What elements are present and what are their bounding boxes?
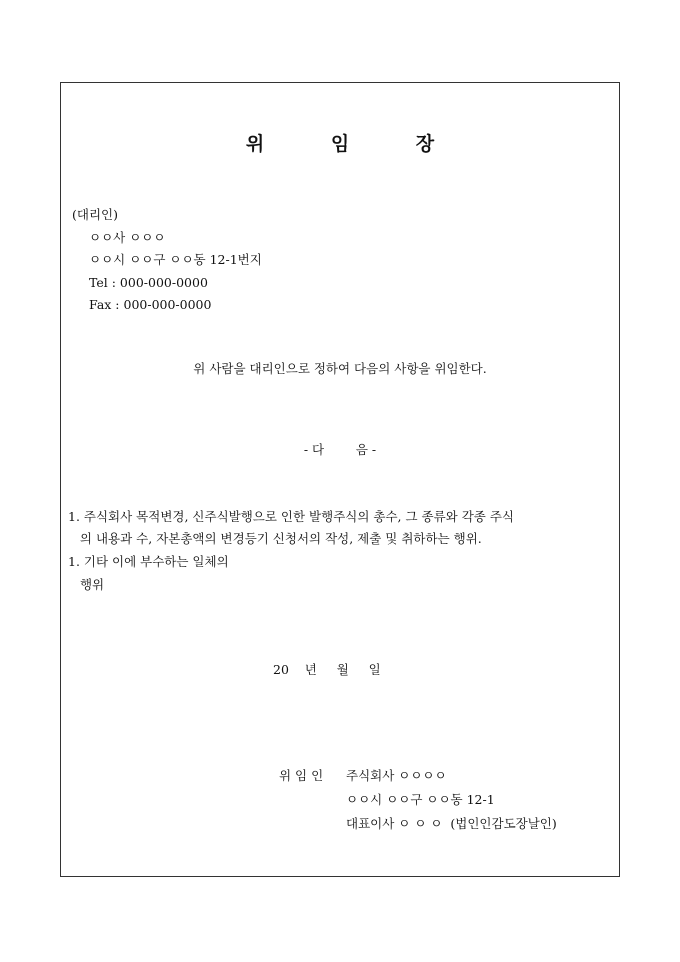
delegator-representative: 대표이사 ㅇ ㅇ ㅇ (법인인감도장날인) xyxy=(346,816,557,831)
agent-address: ㅇㅇ시 ㅇㅇ구 ㅇㅇ동 12-1번지 xyxy=(89,252,262,267)
document-border xyxy=(60,82,620,877)
delegator-label: 위 임 인 xyxy=(279,768,324,783)
agent-fax: Fax : 000-000-0000 xyxy=(89,297,212,312)
agent-tel: Tel : 000-000-0000 xyxy=(89,275,208,290)
agent-label: (대리인) xyxy=(72,207,118,222)
date-line: 20 년 월 일 xyxy=(273,662,381,677)
section-heading: - 다 음 - xyxy=(303,442,377,457)
agent-name: ㅇㅇ사 ㅇㅇㅇ xyxy=(89,230,166,245)
item-line-2: 의 내용과 수, 자본총액의 변경등기 신청서의 작성, 제출 및 취하하는 행위. xyxy=(68,531,482,546)
item-line-1: 1. 주식회사 목적변경, 신주식발행으로 인한 발행주식의 총수, 그 종류와 각종 주식 xyxy=(68,509,515,524)
delegator-address: ㅇㅇ시 ㅇㅇ구 ㅇㅇ동 12-1 xyxy=(346,792,495,807)
delegation-statement: 위 사람을 대리인으로 정하여 다음의 사항을 위임한다. xyxy=(193,361,487,376)
document-title: 위 임 장 xyxy=(245,133,465,155)
delegator-company: 주식회사 ㅇㅇㅇㅇ xyxy=(346,768,447,783)
item-line-4: 행위 xyxy=(76,577,105,592)
item-line-3: 1. 기타 이에 부수하는 일체의 xyxy=(68,554,229,569)
